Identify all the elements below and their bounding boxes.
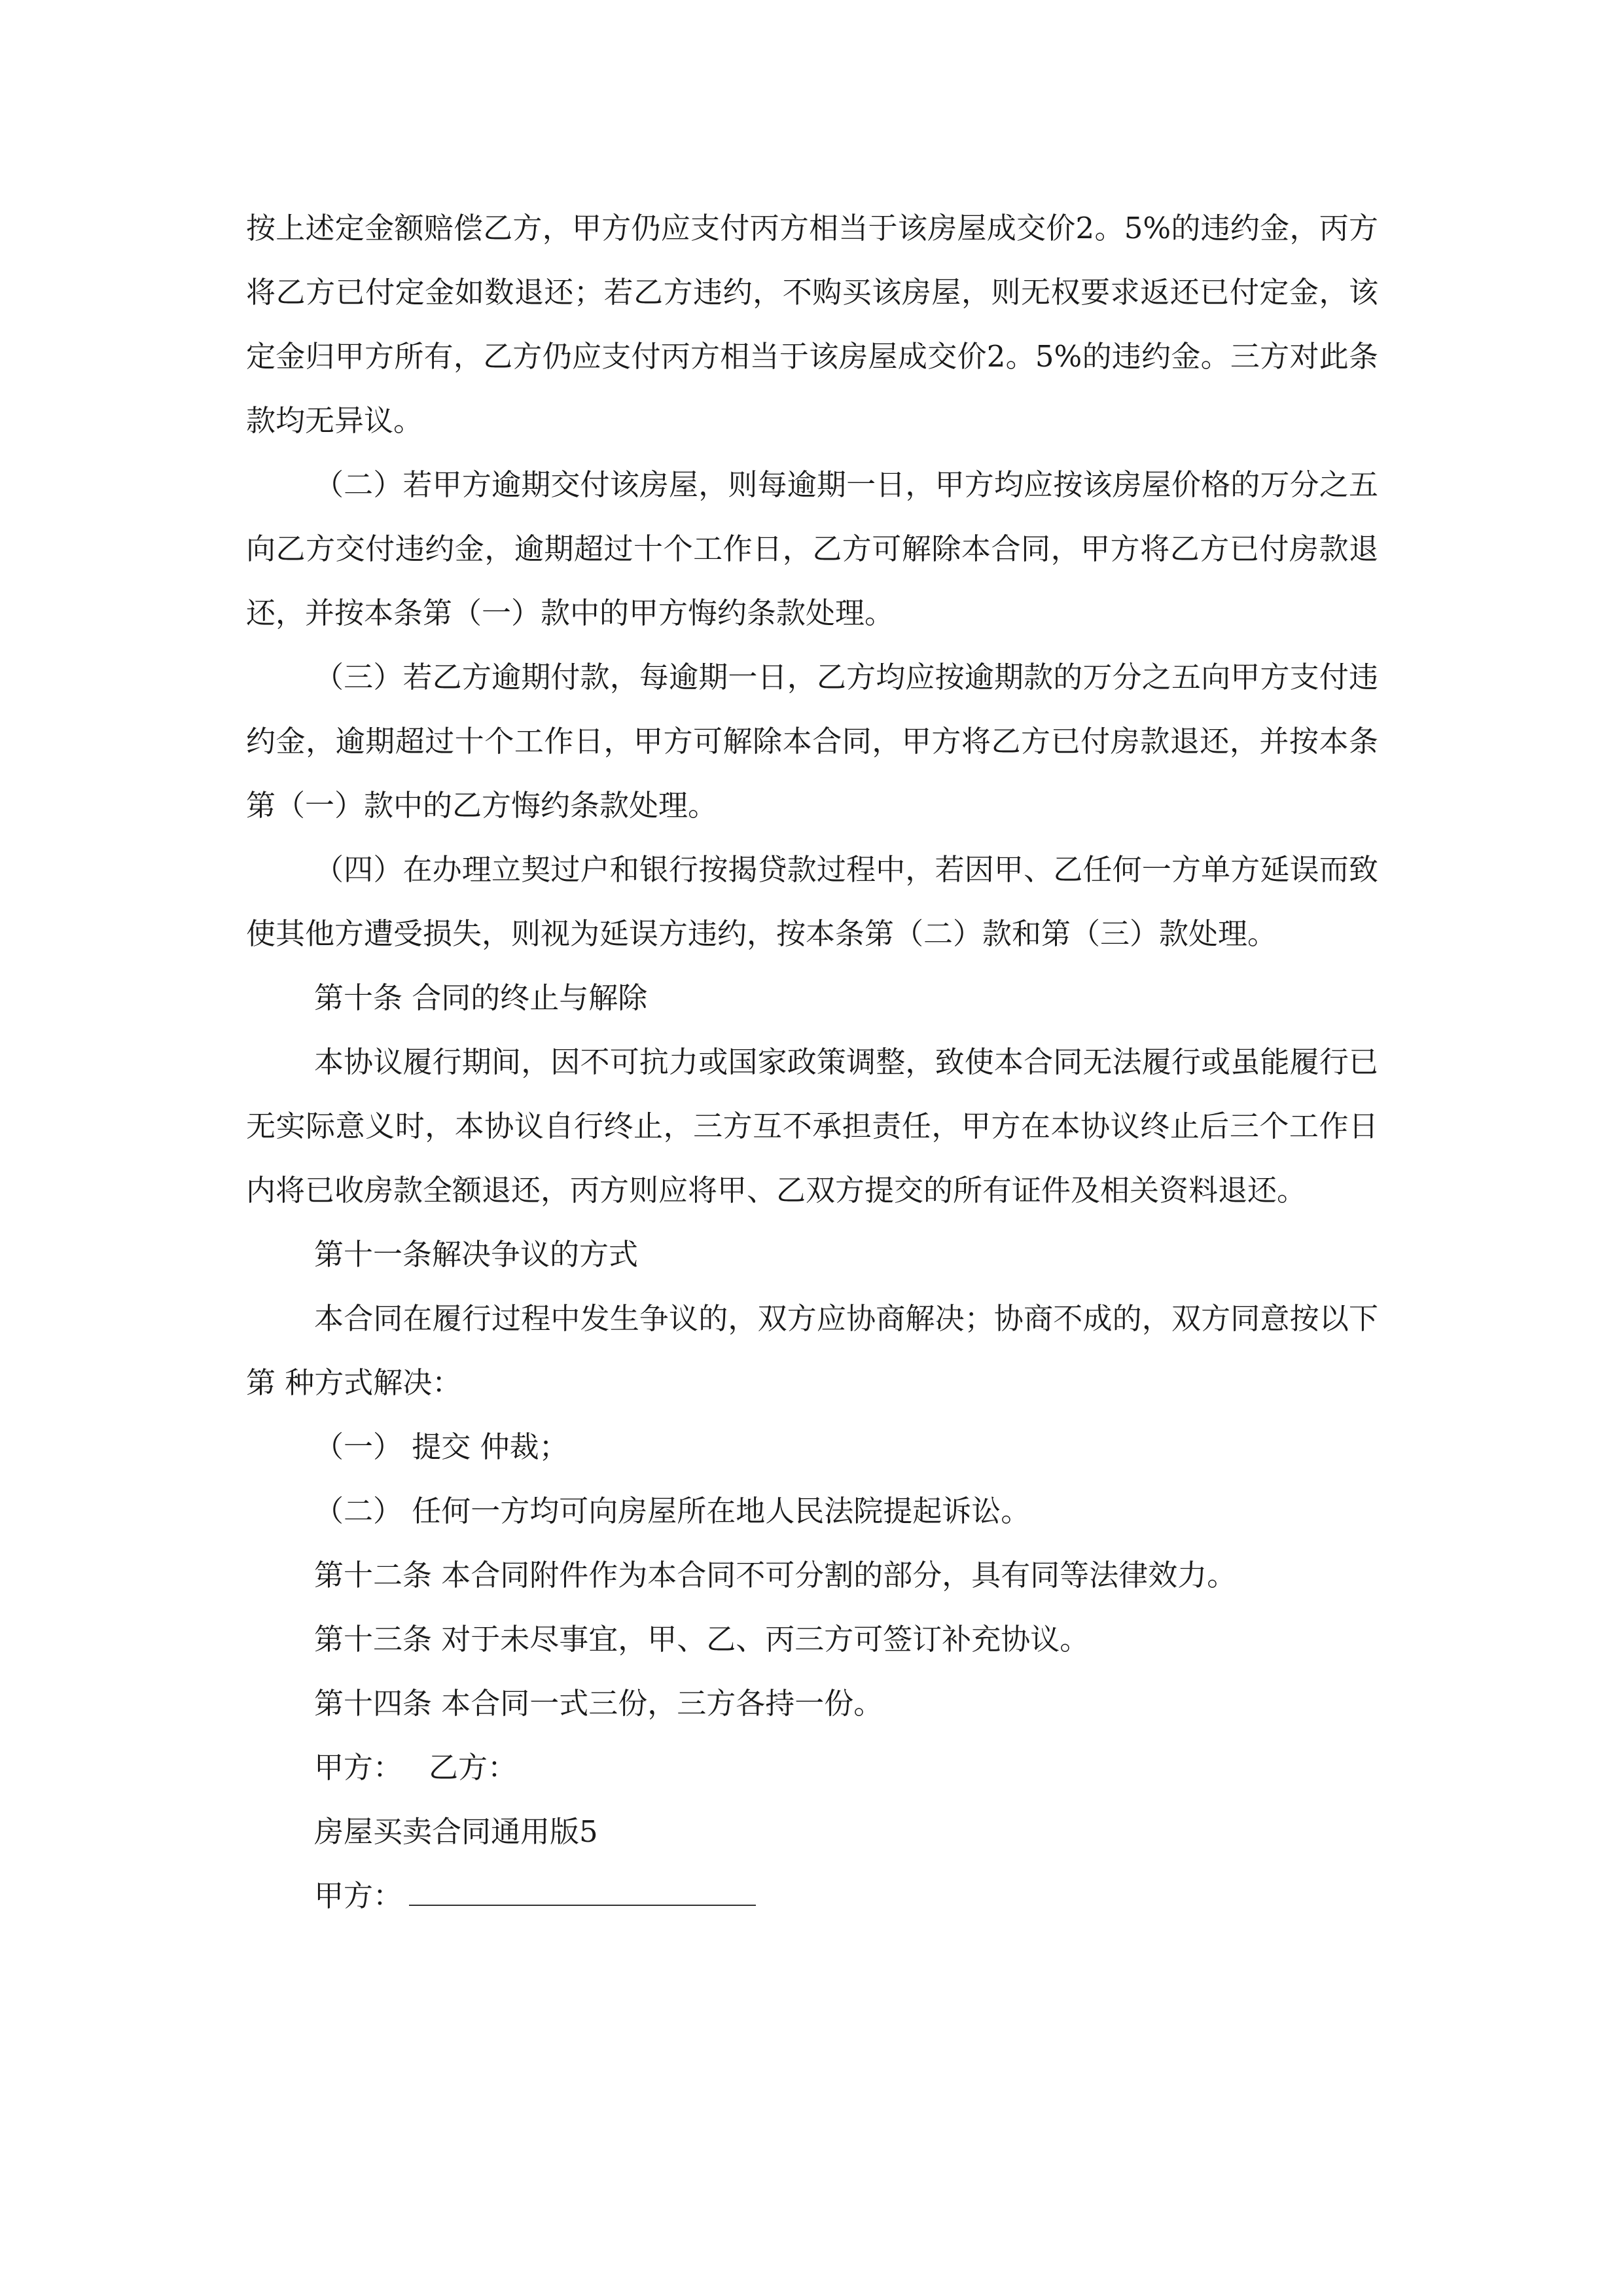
article-13: 第十三条 对于未尽事宜，甲、乙、丙三方可签订补充协议。: [314, 1622, 1090, 1657]
dispute-option-2: （二） 任何一方均可向房屋所在地人民法院提起诉讼。: [314, 1494, 1031, 1528]
signature-row: [246, 1736, 1378, 1800]
paragraph-penalty-deposit: 按上述定金额赔偿乙方，甲方仍应支付丙方相当于该房屋成交价2。5%的违约金，丙方将乙方已付定金如数退还；若乙方违约，不购买该房屋，则无权要求返还已付定金，该定金归甲方所有，乙方仍应支付丙方相当于该房屋成交价2。5%的违约金。三方对此条款均无异议。: [246, 211, 1378, 438]
next-contract-title: 房屋买卖合同通用版5: [314, 1814, 598, 1849]
document-page: [246, 196, 1378, 1928]
paragraph-clause-4: （四）在办理立契过户和银行按揭贷款过程中，若因甲、乙任何一方单方延误而致使其他方遭受损失，则视为延误方违约，按本条第（二）款和第（三）款处理。: [246, 852, 1378, 951]
paragraph-dispute: 本合同在履行过程中发生争议的，双方应协商解决；协商不成的，双方同意按以下第 种方式解决：: [246, 1301, 1378, 1400]
paragraph-clause-3: （三）若乙方逾期付款，每逾期一日，乙方均应按逾期款的万分之五向甲方支付违约金，逾期超过十个工作日，甲方可解除本合同，甲方将乙方已付房款退还，并按本条第（一）款中的乙方悔约条款处理。: [246, 660, 1378, 823]
party-a-label-2: 甲方：: [314, 1878, 403, 1913]
party-a-label: 甲方：: [314, 1750, 403, 1785]
article-14: 第十四条 本合同一式三份，三方各持一份。: [314, 1686, 883, 1721]
signature-blank[interactable]: [409, 1873, 756, 1906]
paragraph-termination: 本协议履行期间，因不可抗力或国家政策调整，致使本合同无法履行或虽能履行已无实际意义时，本协议自行终止，三方互不承担责任，甲方在本协议终止后三个工作日内将已收房款全额退还，丙方则应将甲、乙双方提交的所有证件及相关资料退还。: [246, 1045, 1378, 1208]
article-11-title: 第十一条解决争议的方式: [314, 1237, 639, 1272]
dispute-option-1: （一） 提交 仲裁；: [314, 1429, 569, 1464]
party-a-signature-line: [246, 1864, 1378, 1928]
article-12: 第十二条 本合同附件作为本合同不可分割的部分，具有同等法律效力。: [314, 1558, 1237, 1592]
party-b-label: 乙方：: [429, 1750, 518, 1785]
paragraph-clause-2: （二）若甲方逾期交付该房屋，则每逾期一日，甲方均应按该房屋价格的万分之五向乙方交付违约金，逾期超过十个工作日，乙方可解除本合同，甲方将乙方已付房款退还，并按本条第（一）款中的甲方悔约条款处理。: [246, 467, 1378, 630]
article-10-title: 第十条 合同的终止与解除: [314, 980, 648, 1015]
